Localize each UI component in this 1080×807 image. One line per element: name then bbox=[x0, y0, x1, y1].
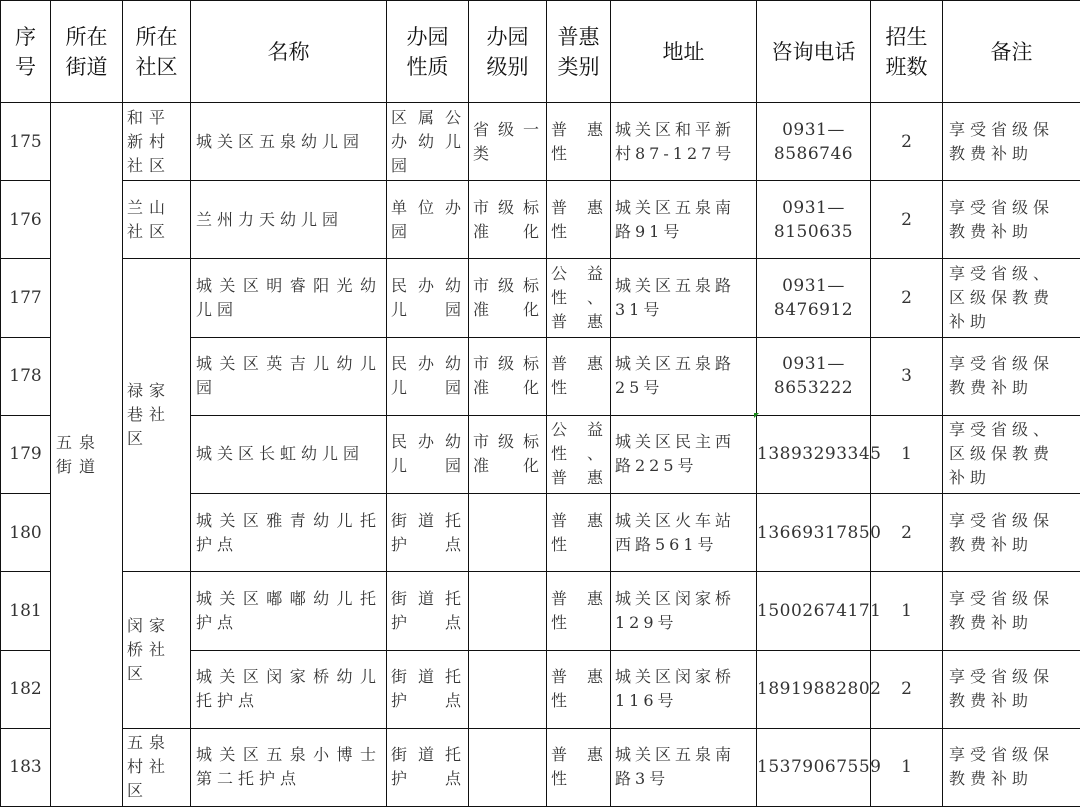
cell-name: 城关区五泉小博士第二托护点 bbox=[191, 728, 387, 806]
cell-level bbox=[469, 728, 547, 806]
table-row bbox=[1, 572, 1080, 650]
cell-name: 城关区闵家桥幼儿托护点 bbox=[191, 650, 387, 728]
cell-level: 市级标准化 bbox=[469, 337, 547, 415]
cell-address: 城关区闵家桥129号 bbox=[611, 572, 757, 650]
cell-phone: 0931—8476912 bbox=[757, 259, 871, 337]
cell-no: 175 bbox=[1, 103, 51, 181]
cell-name: 城关区英吉儿幼儿园 bbox=[191, 337, 387, 415]
cell-classes: 2 bbox=[871, 181, 943, 259]
cell-community: 禄家巷社区 bbox=[123, 259, 191, 572]
cell-address: 城关区五泉南路3号 bbox=[611, 728, 757, 806]
cell-nature: 街道托护点 bbox=[387, 494, 469, 572]
cell-no: 176 bbox=[1, 181, 51, 259]
cell-classes: 3 bbox=[871, 337, 943, 415]
cell-nature: 民办幼儿园 bbox=[387, 415, 469, 493]
cell-remark: 享受省级保教费补助 bbox=[943, 181, 1080, 259]
cell-remark: 享受省级保教费补助 bbox=[943, 103, 1080, 181]
cell-no: 182 bbox=[1, 650, 51, 728]
cell-address: 城关区闵家桥116号 bbox=[611, 650, 757, 728]
cell-comment-marker bbox=[754, 413, 759, 418]
cell-name: 城关区长虹幼儿园 bbox=[191, 415, 387, 493]
header-name: 名称 bbox=[191, 1, 387, 103]
cell-no: 183 bbox=[1, 728, 51, 806]
cell-street: 五泉街道 bbox=[51, 103, 123, 807]
cell-name: 兰州力天幼儿园 bbox=[191, 181, 387, 259]
cell-category: 普惠性 bbox=[547, 103, 611, 181]
cell-nature: 街道托护点 bbox=[387, 728, 469, 806]
cell-level: 市级标准化 bbox=[469, 181, 547, 259]
cell-category: 普惠性 bbox=[547, 181, 611, 259]
cell-remark: 享受省级保教费补助 bbox=[943, 650, 1080, 728]
cell-classes: 2 bbox=[871, 650, 943, 728]
cell-address: 城关区五泉路31号 bbox=[611, 259, 757, 337]
cell-nature: 区属公办幼儿园 bbox=[387, 103, 469, 181]
cell-level: 市级标准化 bbox=[469, 259, 547, 337]
cell-address: 城关区五泉南路91号 bbox=[611, 181, 757, 259]
cell-address: 城关区火车站西路561号 bbox=[611, 494, 757, 572]
cell-category: 公益性、普惠 bbox=[547, 259, 611, 337]
cell-level: 市级标准化 bbox=[469, 415, 547, 493]
cell-name: 城关区嘟嘟幼儿托护点 bbox=[191, 572, 387, 650]
cell-no: 178 bbox=[1, 337, 51, 415]
cell-classes: 1 bbox=[871, 415, 943, 493]
cell-category: 公益性、普惠 bbox=[547, 415, 611, 493]
cell-phone: 13669317850 bbox=[757, 494, 871, 572]
header-row bbox=[1, 1, 1080, 103]
cell-no: 181 bbox=[1, 572, 51, 650]
table-row bbox=[1, 103, 1080, 181]
cell-nature: 街道托护点 bbox=[387, 572, 469, 650]
cell-community: 闵家桥社区 bbox=[123, 572, 191, 728]
cell-phone: 15002674171 bbox=[757, 572, 871, 650]
cell-remark: 享受省级、区级保教费补助 bbox=[943, 259, 1080, 337]
cell-no: 179 bbox=[1, 415, 51, 493]
cell-phone: 15379067559 bbox=[757, 728, 871, 806]
cell-nature: 单位办园 bbox=[387, 181, 469, 259]
cell-classes: 1 bbox=[871, 728, 943, 806]
cell-phone: 0931—8653222 bbox=[757, 337, 871, 415]
cell-nature: 街道托护点 bbox=[387, 650, 469, 728]
cell-remark: 享受省级保教费补助 bbox=[943, 337, 1080, 415]
cell-community: 五泉村社区 bbox=[123, 728, 191, 806]
cell-nature: 民办幼儿园 bbox=[387, 337, 469, 415]
cell-address: 城关区和平新村87-127号 bbox=[611, 103, 757, 181]
cell-phone: 0931—8586746 bbox=[757, 103, 871, 181]
cell-classes: 2 bbox=[871, 494, 943, 572]
cell-level bbox=[469, 650, 547, 728]
cell-name: 城关区雅青幼儿托护点 bbox=[191, 494, 387, 572]
cell-phone: 18919882802 bbox=[757, 650, 871, 728]
cell-community: 兰山社区 bbox=[123, 181, 191, 259]
header-street: 所在街道 bbox=[51, 1, 123, 103]
cell-category: 普惠性 bbox=[547, 650, 611, 728]
cell-name: 城关区明睿阳光幼儿园 bbox=[191, 259, 387, 337]
cell-category: 普惠性 bbox=[547, 728, 611, 806]
cell-nature: 民办幼儿园 bbox=[387, 259, 469, 337]
cell-phone: 0931—8150635 bbox=[757, 181, 871, 259]
cell-category: 普惠性 bbox=[547, 494, 611, 572]
cell-phone: 13893293345 bbox=[757, 415, 871, 493]
cell-name: 城关区五泉幼儿园 bbox=[191, 103, 387, 181]
cell-level bbox=[469, 572, 547, 650]
cell-address: 城关区五泉路25号 bbox=[611, 337, 757, 415]
cell-remark: 享受省级、区级保教费补助 bbox=[943, 415, 1080, 493]
header-community: 所在社区 bbox=[123, 1, 191, 103]
table-row bbox=[1, 728, 1080, 806]
cell-address: 城关区民主西路225号 bbox=[611, 415, 757, 493]
header-remark: 备注 bbox=[943, 1, 1080, 103]
header-address: 地址 bbox=[611, 1, 757, 103]
header-classes: 招生班数 bbox=[871, 1, 943, 103]
cell-classes: 2 bbox=[871, 103, 943, 181]
header-level: 办园级别 bbox=[469, 1, 547, 103]
cell-category: 普惠性 bbox=[547, 337, 611, 415]
cell-remark: 享受省级保教费补助 bbox=[943, 494, 1080, 572]
header-phone: 咨询电话 bbox=[757, 1, 871, 103]
cell-no: 180 bbox=[1, 494, 51, 572]
table-row bbox=[1, 259, 1080, 337]
cell-classes: 1 bbox=[871, 572, 943, 650]
header-no: 序号 bbox=[1, 1, 51, 103]
cell-remark: 享受省级保教费补助 bbox=[943, 572, 1080, 650]
cell-no: 177 bbox=[1, 259, 51, 337]
cell-category: 普惠性 bbox=[547, 572, 611, 650]
cell-classes: 2 bbox=[871, 259, 943, 337]
header-nature: 办园性质 bbox=[387, 1, 469, 103]
table-row bbox=[1, 181, 1080, 259]
cell-community: 和平新村社区 bbox=[123, 103, 191, 181]
header-category: 普惠类别 bbox=[547, 1, 611, 103]
cell-remark: 享受省级保教费补助 bbox=[943, 728, 1080, 806]
cell-level bbox=[469, 494, 547, 572]
cell-level: 省级一类 bbox=[469, 103, 547, 181]
